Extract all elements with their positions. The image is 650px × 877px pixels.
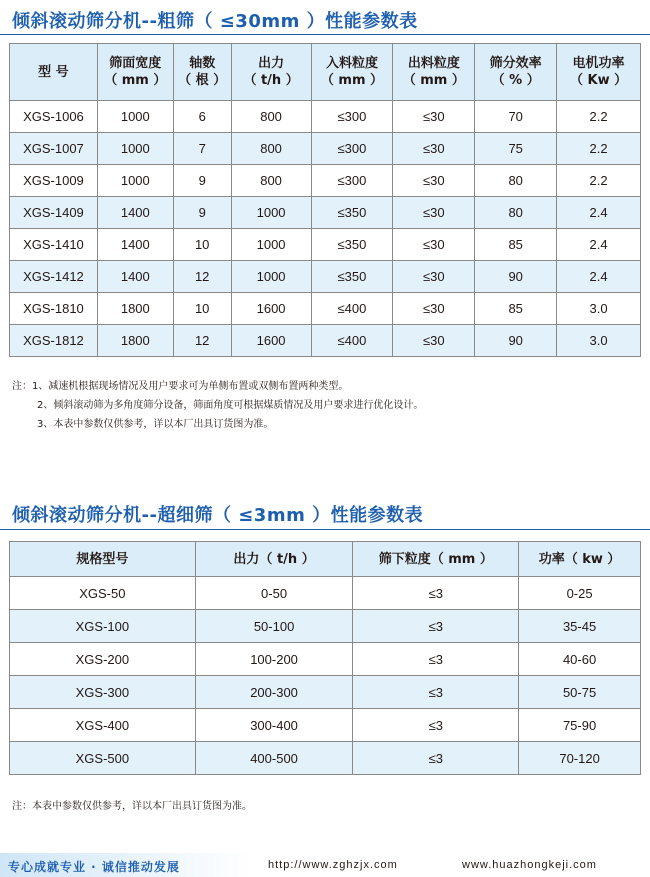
table1-note-2: 2、倾斜滚动筛为多角度筛分设备，筛面角度可根据煤质情况及用户要求进行优化设计。 — [37, 400, 424, 411]
cell-motor-power: 2.4 — [557, 261, 641, 293]
cell-screen-width: 1400 — [97, 229, 173, 261]
col-header-capacity: 出力 （ t/h ） — [231, 44, 311, 101]
cell-output-size: ≤30 — [393, 229, 475, 261]
cell-axle-count: 6 — [173, 101, 231, 133]
cell-capacity: 200-300 — [195, 676, 353, 709]
cell-undersize: ≤3 — [353, 676, 519, 709]
cell-screen-width: 1400 — [97, 261, 173, 293]
cell-efficiency: 90 — [475, 325, 557, 357]
cell-feed-size: ≤400 — [311, 293, 393, 325]
cell-power: 70-120 — [519, 742, 641, 775]
cell-spec-model: XGS-500 — [10, 742, 196, 775]
cell-axle-count: 10 — [173, 229, 231, 261]
cell-output-size: ≤30 — [393, 101, 475, 133]
cell-motor-power: 2.4 — [557, 197, 641, 229]
cell-capacity: 1000 — [231, 261, 311, 293]
cell-efficiency: 80 — [475, 165, 557, 197]
cell-efficiency: 90 — [475, 261, 557, 293]
table-row — [10, 325, 641, 357]
col-header-spec-model: 规格型号 — [10, 542, 196, 577]
title1-divider — [0, 34, 650, 35]
cell-model: XGS-1409 — [10, 197, 98, 229]
title2-divider — [0, 529, 650, 530]
col-header-screen-width: 筛面宽度 （ mm ） — [97, 44, 173, 101]
cell-power: 35-45 — [519, 610, 641, 643]
ultrafine-screen-spec-table — [9, 541, 641, 775]
cell-axle-count: 9 — [173, 165, 231, 197]
cell-efficiency: 70 — [475, 101, 557, 133]
table1-note-1: 注：1、减速机根据现场情况及用户要求可为单侧布置或双侧布置两种类型。 — [12, 381, 349, 392]
cell-power: 75-90 — [519, 709, 641, 742]
table-row — [10, 197, 641, 229]
cell-capacity: 1600 — [231, 293, 311, 325]
footer-slogan: 专心成就专业 · 诚信推动发展 — [8, 860, 180, 874]
cell-feed-size: ≤300 — [311, 165, 393, 197]
footer-url-secondary[interactable]: www.huazhongkeji.com — [462, 859, 597, 871]
col-header-axle-count: 轴数 （ 根 ） — [173, 44, 231, 101]
cell-feed-size: ≤350 — [311, 261, 393, 293]
cell-efficiency: 80 — [475, 197, 557, 229]
cell-capacity: 0-50 — [195, 577, 353, 610]
table-row — [10, 676, 641, 709]
table2-title: 倾斜滚动筛分机--超细筛（ ≤3mm ）性能参数表 — [12, 505, 424, 526]
cell-motor-power: 3.0 — [557, 325, 641, 357]
cell-output-size: ≤30 — [393, 261, 475, 293]
cell-motor-power: 2.2 — [557, 101, 641, 133]
cell-axle-count: 9 — [173, 197, 231, 229]
cell-axle-count: 12 — [173, 325, 231, 357]
cell-output-size: ≤30 — [393, 133, 475, 165]
cell-model: XGS-1007 — [10, 133, 98, 165]
cell-undersize: ≤3 — [353, 709, 519, 742]
col-header-model: 型 号 — [10, 44, 98, 101]
col-header-undersize: 筛下粒度（ mm ） — [353, 542, 519, 577]
cell-feed-size: ≤400 — [311, 325, 393, 357]
table2-note: 注：本表中参数仅供参考，详以本厂出具订货图为准。 — [12, 801, 252, 812]
col-header-motor-power: 电机功率 （ Kw ） — [557, 44, 641, 101]
cell-model: XGS-1412 — [10, 261, 98, 293]
cell-model: XGS-1006 — [10, 101, 98, 133]
cell-model: XGS-1810 — [10, 293, 98, 325]
table-row — [10, 293, 641, 325]
cell-feed-size: ≤350 — [311, 197, 393, 229]
table-row — [10, 165, 641, 197]
table-row — [10, 742, 641, 775]
cell-undersize: ≤3 — [353, 643, 519, 676]
table-row — [10, 610, 641, 643]
cell-output-size: ≤30 — [393, 293, 475, 325]
cell-power: 0-25 — [519, 577, 641, 610]
cell-undersize: ≤3 — [353, 742, 519, 775]
cell-undersize: ≤3 — [353, 610, 519, 643]
table-row — [10, 261, 641, 293]
cell-screen-width: 1800 — [97, 293, 173, 325]
cell-motor-power: 2.4 — [557, 229, 641, 261]
cell-screen-width: 1000 — [97, 165, 173, 197]
table-row — [10, 577, 641, 610]
page-footer — [0, 853, 650, 877]
cell-screen-width: 1800 — [97, 325, 173, 357]
cell-model: XGS-1812 — [10, 325, 98, 357]
table1-note-3: 3、本表中参数仅供参考，详以本厂出具订货图为准。 — [37, 419, 274, 430]
cell-screen-width: 1400 — [97, 197, 173, 229]
table1-title: 倾斜滚动筛分机--粗筛（ ≤30mm ）性能参数表 — [12, 11, 418, 32]
table-row — [10, 101, 641, 133]
cell-spec-model: XGS-400 — [10, 709, 196, 742]
table1-header-row — [10, 44, 641, 101]
table2-header-row — [10, 542, 641, 577]
table-row — [10, 229, 641, 261]
cell-capacity: 1000 — [231, 229, 311, 261]
cell-output-size: ≤30 — [393, 165, 475, 197]
cell-output-size: ≤30 — [393, 197, 475, 229]
cell-motor-power: 3.0 — [557, 293, 641, 325]
cell-capacity: 400-500 — [195, 742, 353, 775]
cell-screen-width: 1000 — [97, 101, 173, 133]
cell-feed-size: ≤350 — [311, 229, 393, 261]
cell-spec-model: XGS-300 — [10, 676, 196, 709]
footer-url-primary[interactable]: http://www.zghzjx.com — [268, 859, 398, 871]
cell-axle-count: 10 — [173, 293, 231, 325]
cell-efficiency: 75 — [475, 133, 557, 165]
col-header-output-size: 出料粒度 （ mm ） — [393, 44, 475, 101]
cell-capacity: 100-200 — [195, 643, 353, 676]
cell-axle-count: 7 — [173, 133, 231, 165]
cell-power: 50-75 — [519, 676, 641, 709]
cell-motor-power: 2.2 — [557, 133, 641, 165]
cell-capacity: 1600 — [231, 325, 311, 357]
table-row — [10, 643, 641, 676]
table-row — [10, 133, 641, 165]
cell-axle-count: 12 — [173, 261, 231, 293]
cell-model: XGS-1009 — [10, 165, 98, 197]
cell-model: XGS-1410 — [10, 229, 98, 261]
cell-efficiency: 85 — [475, 293, 557, 325]
cell-feed-size: ≤300 — [311, 101, 393, 133]
table-row — [10, 709, 641, 742]
cell-capacity: 800 — [231, 165, 311, 197]
col-header-efficiency: 筛分效率 （ % ） — [475, 44, 557, 101]
col-header-capacity: 出力（ t/h ） — [195, 542, 353, 577]
coarse-screen-spec-table — [9, 43, 641, 357]
col-header-power: 功率（ kw ） — [519, 542, 641, 577]
cell-output-size: ≤30 — [393, 325, 475, 357]
cell-feed-size: ≤300 — [311, 133, 393, 165]
cell-capacity: 300-400 — [195, 709, 353, 742]
cell-capacity: 800 — [231, 101, 311, 133]
cell-spec-model: XGS-100 — [10, 610, 196, 643]
cell-capacity: 800 — [231, 133, 311, 165]
cell-spec-model: XGS-50 — [10, 577, 196, 610]
cell-undersize: ≤3 — [353, 577, 519, 610]
cell-screen-width: 1000 — [97, 133, 173, 165]
cell-capacity: 50-100 — [195, 610, 353, 643]
cell-power: 40-60 — [519, 643, 641, 676]
cell-spec-model: XGS-200 — [10, 643, 196, 676]
cell-capacity: 1000 — [231, 197, 311, 229]
cell-efficiency: 85 — [475, 229, 557, 261]
col-header-feed-size: 入料粒度 （ mm ） — [311, 44, 393, 101]
cell-motor-power: 2.2 — [557, 165, 641, 197]
